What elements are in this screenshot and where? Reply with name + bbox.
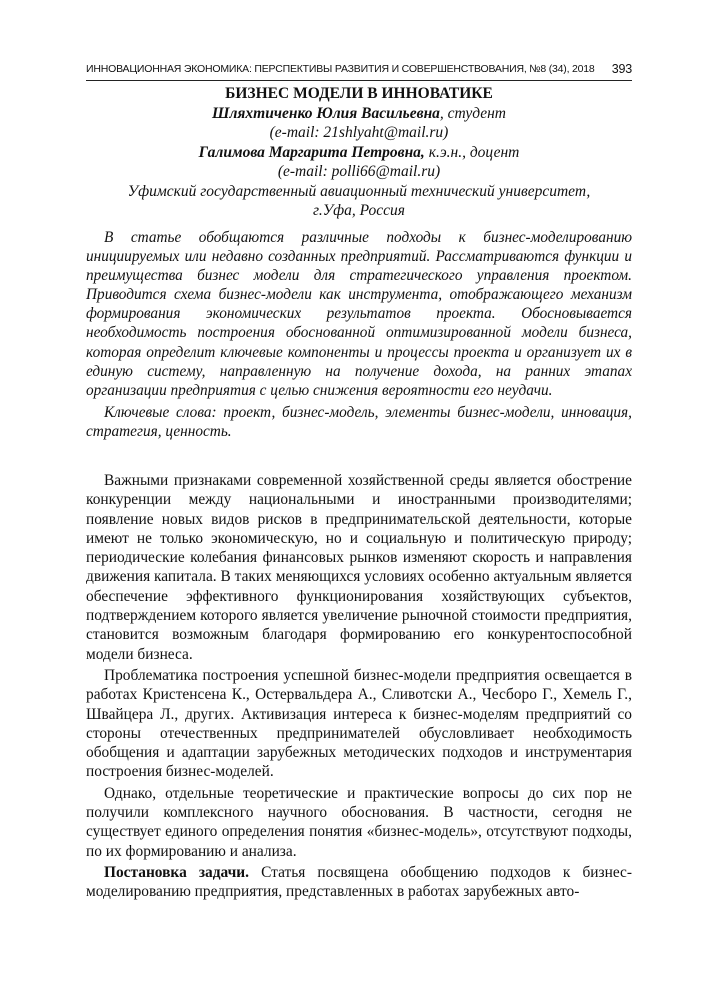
- abstract-text: В статье обобщаются различные подходы к бизнес-моделированию инициируемых или недавно созданных предприятий. Рассматриваются функции и преимущества бизнес модели для стратегического управления проектом. Приводится схема бизнес-модели как инструмента, отображающего механизм формирования экономических результатов проекта. Обосновывается необходимость построения обоснованной оптимизированной модели бизнеса, которая определит ключевые компоненты и процессы проекта и организует их в единую систему, направленную на получение дохода, на ранних этапах организации предприятия с целью снижения вероятности его неудачи.: [86, 229, 632, 399]
- problem-statement-heading: Постановка задачи.: [104, 863, 249, 881]
- author-name-1: Шляхтиченко Юлия Васильевна: [212, 104, 440, 122]
- abstract: [86, 228, 632, 441]
- affiliation-line-1: Уфимский государственный авиационный технический университет,: [127, 182, 591, 200]
- title-block: [86, 84, 632, 221]
- body-paragraph-2: Проблематика построения успешной бизнес-модели предприятия освещается в работах Кристенсена К., Остервальдера А., Сливотски А., Чесборо Г., Хемель Г., Швайцера Л., других. Активизация интереса к бизнес-моделям предприятий со стороны отечественных предпринимателей обусловливает необходимость обобщения и адаптации зарубежных методических подходов и инструментария построения бизнес-моделей.: [86, 666, 632, 781]
- journal-title: ИННОВАЦИОННАЯ ЭКОНОМИКА: ПЕРСПЕКТИВЫ РАЗВИТИЯ И СОВЕРШЕНСТВОВАНИЯ, №8 (34), 2018: [86, 63, 595, 75]
- body-paragraph-3: Однако, отдельные теоретические и практические вопросы до сих пор не получили комплексного научного обоснования. В частности, сегодня не существует единого определения понятия «бизнес-модель», отсутствуют подходы, по их формированию и анализа.: [86, 784, 632, 860]
- author-role-1: , студент: [439, 104, 506, 122]
- page-number: 393: [611, 62, 632, 76]
- problem-statement-text: Статья посвящена обобщению подходов к бизнес-моделированию предприятия, представленных в работах зарубежных авто-: [86, 863, 632, 901]
- body-paragraph-4: [86, 863, 632, 902]
- author-email-1: (e-mail: 21shlyaht@mail.ru): [269, 124, 449, 141]
- author-line-2: [86, 143, 632, 163]
- body-paragraph-1: Важными признаками современной хозяйственной среды является обострение конкуренции между национальными и иностранными производителями; появление новых видов рисков в предпринимательской деятельности, которые имеют не только экономическую, но и социальную и политическую природу; периодические колебания финансовых рынков изменяют скорость и направления движения капитала. В таких меняющихся условиях особенно актуальным является обеспечение эффективного функционирования хозяйствующих субъектов, подтверждением которого является увеличение рыночной стоимости предприятия, становится возможным благодаря формированию его конкурентоспособной модели бизнеса.: [86, 472, 632, 663]
- paper-title: БИЗНЕС МОДЕЛИ В ИННОВАТИКЕ: [225, 85, 493, 102]
- affiliation-line-2: г.Уфа, Россия: [312, 202, 406, 219]
- author-email-2: (e-mail: polli66@mail.ru): [277, 163, 441, 180]
- author-name-2: Галимова Маргарита Петровна,: [198, 143, 425, 161]
- keywords: Ключевые слова: проект, бизнес-модель, элементы бизнес-модели, инновация, стратегия, ценность.: [86, 403, 632, 440]
- author-role-2: к.э.н., доцент: [424, 143, 520, 161]
- author-line-1: [86, 104, 632, 124]
- running-header: [86, 58, 632, 81]
- article-body: [86, 471, 632, 904]
